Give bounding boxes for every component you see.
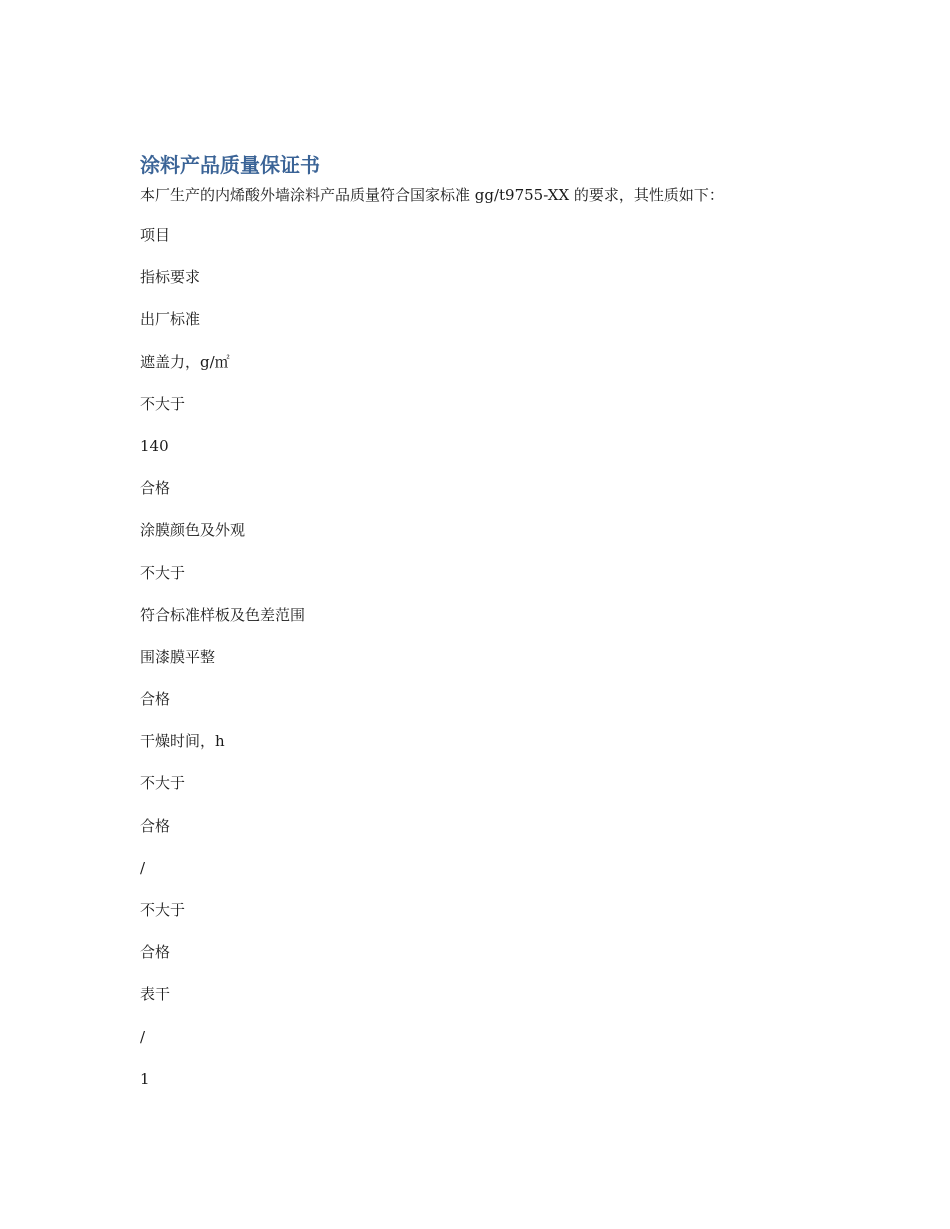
spec-line: 遮盖力，g/㎡ bbox=[140, 352, 230, 371]
spec-line: 合格 bbox=[140, 943, 171, 962]
spec-line: 不大于 bbox=[140, 901, 186, 919]
spec-line: 涂膜颜色及外观 bbox=[140, 521, 246, 540]
intro-paragraph: 本厂生产的内烯酸外墙涂料产品质量符合国家标准 gg/t9755-XX 的要求，其性质如下： bbox=[140, 186, 724, 204]
spec-line: 合格 bbox=[140, 479, 171, 498]
spec-lines bbox=[140, 222, 820, 1108]
spec-line: 不大于 bbox=[140, 774, 186, 793]
spec-line: 出厂标准 bbox=[140, 310, 201, 329]
spec-line: 指标要求 bbox=[140, 268, 201, 287]
spec-line: 合格 bbox=[140, 690, 171, 709]
document-title: 涂料产品质量保证书 bbox=[140, 153, 320, 177]
spec-line: 项目 bbox=[140, 226, 171, 244]
spec-line: / bbox=[140, 1027, 146, 1046]
spec-line: 不大于 bbox=[140, 394, 186, 413]
spec-line: 140 bbox=[140, 436, 169, 455]
spec-line: 干燥时间，h bbox=[140, 732, 225, 751]
spec-line: 表干 bbox=[140, 985, 171, 1004]
spec-line: 围漆膜平整 bbox=[140, 647, 216, 666]
spec-line: 不大于 bbox=[140, 563, 186, 582]
document-body bbox=[140, 150, 820, 1108]
spec-line: / bbox=[140, 858, 146, 877]
spec-line: 合格 bbox=[140, 816, 171, 835]
spec-line: 符合标准样板及色差范围 bbox=[140, 605, 306, 624]
spec-line: 1 bbox=[140, 1069, 150, 1088]
